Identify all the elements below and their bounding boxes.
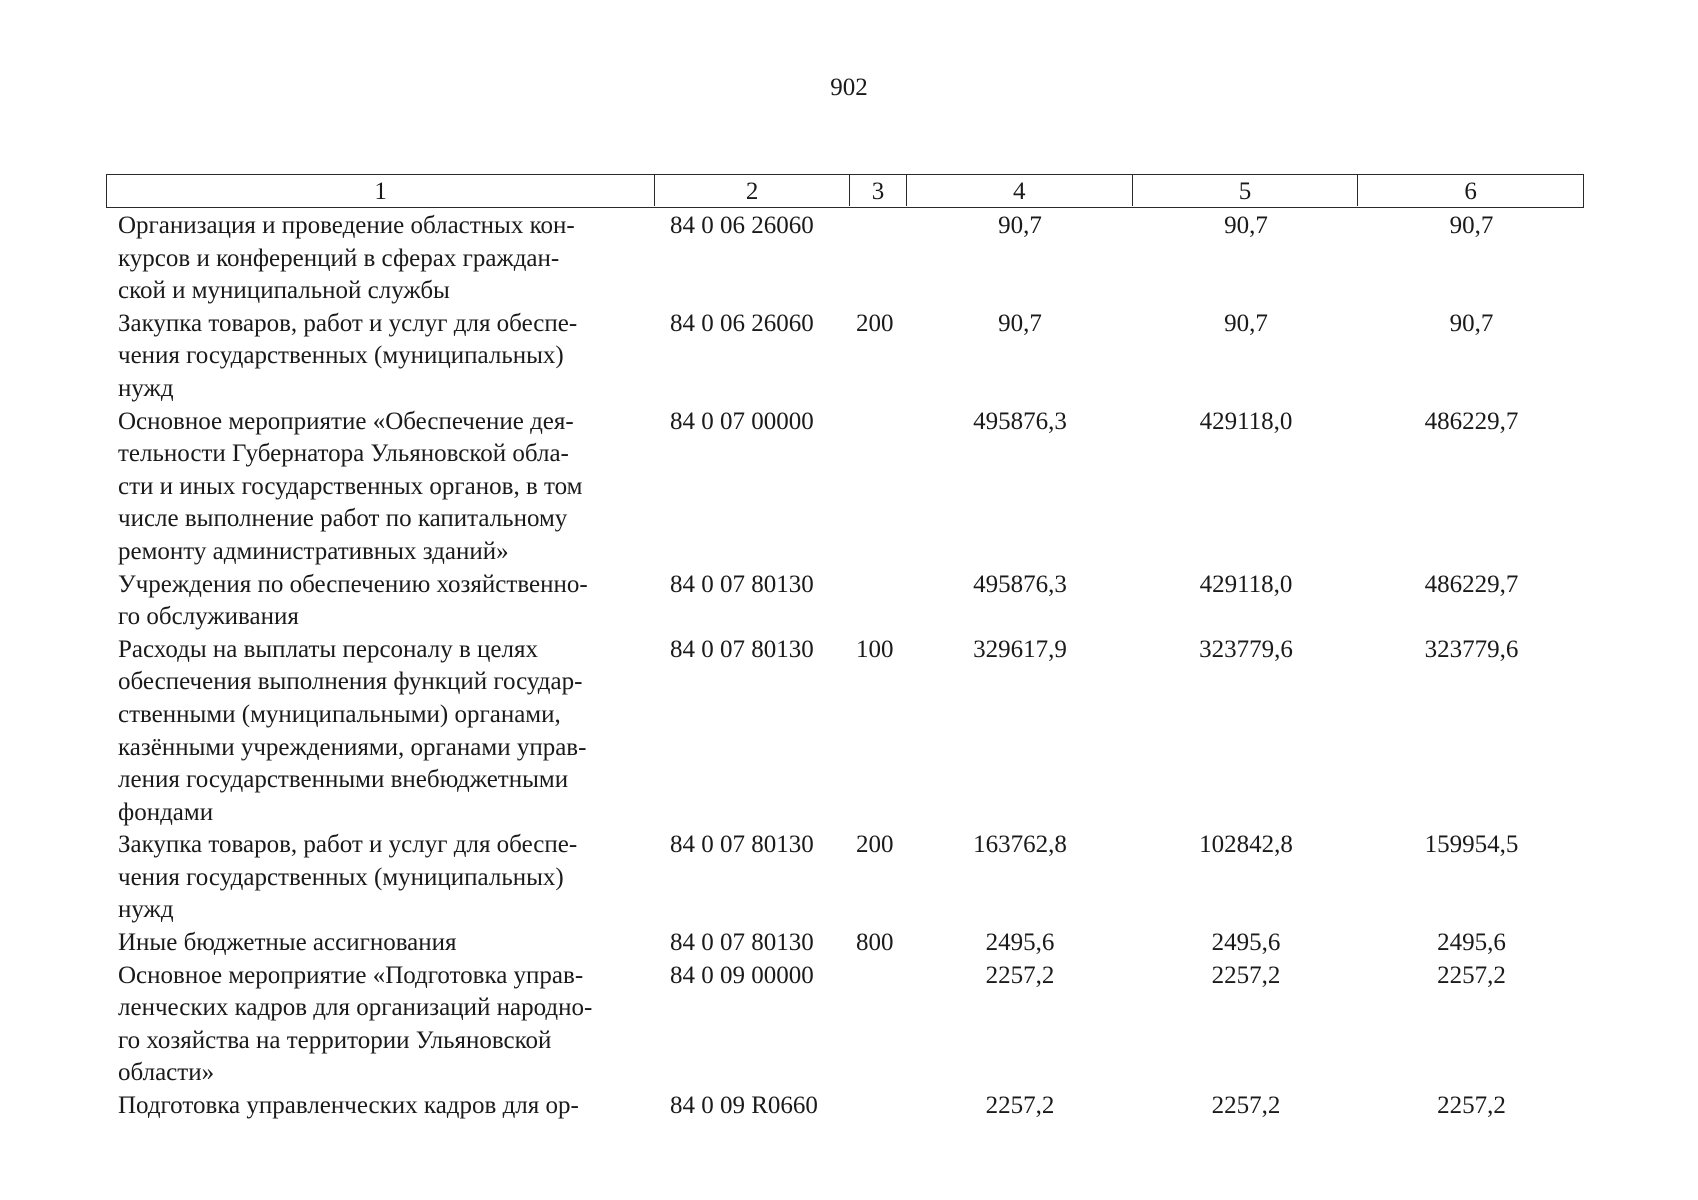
- row-value-col6: 2257,2: [1437, 1092, 1506, 1120]
- column-header-3: 3: [850, 175, 907, 206]
- row-expense-type: 200: [856, 831, 894, 859]
- row-name: [106, 569, 655, 634]
- row-code: 84 0 07 80130: [670, 831, 814, 859]
- table-row: [106, 569, 1584, 634]
- row-name-line: числе выполнение работ по капитальному: [118, 505, 568, 533]
- row-name: [106, 1090, 655, 1123]
- row-value-col4: 495876,3: [973, 570, 1067, 598]
- column-header-5: 5: [1133, 175, 1359, 206]
- row-value-col6: 90,7: [1449, 309, 1494, 337]
- row-name-line: ственными (муниципальными) органами,: [118, 700, 561, 728]
- row-name-line: Основное мероприятие «Подготовка управ-: [118, 961, 584, 989]
- table-row: [106, 406, 1584, 569]
- row-value-col6: 486229,7: [1424, 570, 1519, 598]
- row-name-line: обеспечения выполнения функций государ-: [118, 668, 583, 696]
- row-value-col5: 323779,6: [1199, 635, 1293, 663]
- row-name-line: сти и иных государственных органов, в том: [118, 472, 583, 500]
- row-name-line: Организация и проведение областных кон-: [118, 212, 575, 239]
- row-code: 84 0 06 26060: [670, 309, 814, 337]
- row-expense-type: 100: [856, 635, 894, 663]
- row-value-col5: 90,7: [1224, 212, 1268, 239]
- row-expense-type: 800: [856, 929, 894, 957]
- row-code: 84 0 06 26060: [670, 212, 814, 239]
- row-name-line: чения государственных (муниципальных): [118, 863, 564, 891]
- row-value-col4: 2257,2: [985, 1092, 1055, 1120]
- row-value-col5: 2495,6: [1211, 929, 1281, 957]
- row-value-col6: 323779,6: [1424, 635, 1519, 663]
- row-value-col5: 429118,0: [1199, 570, 1293, 598]
- row-name: [106, 210, 655, 308]
- row-name-line: казёнными учреждениями, органами управ-: [118, 733, 587, 761]
- row-expense-type: 200: [856, 309, 894, 337]
- row-code: 84 0 09 00000: [670, 961, 814, 989]
- row-value-col6: 2257,2: [1437, 961, 1506, 989]
- table-row: [106, 210, 1584, 308]
- table-row: [106, 634, 1584, 830]
- row-name: [106, 634, 655, 830]
- row-value-col4: 495876,3: [973, 407, 1067, 435]
- row-name-line: го обслуживания: [118, 603, 299, 631]
- row-name-line: чения государственных (муниципальных): [118, 342, 564, 370]
- row-value-col6: 159954,5: [1424, 831, 1519, 859]
- row-value-col4: 90,7: [998, 212, 1042, 239]
- row-name: [106, 927, 655, 960]
- table-row: [106, 308, 1584, 406]
- column-header-1: 1: [107, 175, 655, 206]
- row-name-line: фондами: [118, 798, 214, 826]
- row-name-line: го хозяйства на территории Ульяновской: [118, 1026, 552, 1054]
- row-name-line: ской и муниципальной службы: [118, 277, 450, 305]
- table-body: [106, 210, 1584, 1123]
- row-code: 84 0 07 00000: [670, 407, 814, 435]
- row-name-line: тельности Губернатора Ульяновской обла-: [118, 440, 569, 468]
- row-name: [106, 960, 655, 1090]
- row-name-line: ремонту административных зданий»: [118, 537, 509, 565]
- row-value-col4: 163762,8: [973, 831, 1067, 859]
- row-name-line: Закупка товаров, работ и услуг для обеспе-: [118, 309, 578, 337]
- row-name-line: Расходы на выплаты персоналу в целях: [118, 635, 538, 663]
- row-value-col5: 102842,8: [1199, 831, 1293, 859]
- row-code: 84 0 09 R0660: [670, 1092, 818, 1120]
- row-name-line: нужд: [118, 374, 174, 402]
- table-row: [106, 1090, 1584, 1123]
- row-value-col6: 2495,6: [1437, 929, 1506, 957]
- row-value-col4: 329617,9: [973, 635, 1067, 663]
- row-name-line: Учреждения по обеспечению хозяйственно-: [118, 570, 588, 598]
- row-name-line: Закупка товаров, работ и услуг для обеспе-: [118, 831, 578, 859]
- row-name: [106, 829, 655, 927]
- row-code: 84 0 07 80130: [670, 570, 814, 598]
- table-row: [106, 960, 1584, 1090]
- row-name-line: Иные бюджетные ассигнования: [118, 929, 457, 957]
- row-name-line: Основное мероприятие «Обеспечение дея-: [118, 407, 574, 435]
- page-number: 902: [830, 74, 868, 101]
- row-value-col5: 2257,2: [1211, 1092, 1281, 1120]
- row-code: 84 0 07 80130: [670, 929, 814, 957]
- row-name-line: курсов и конференций в сферах граждан-: [118, 244, 560, 272]
- row-name: [106, 308, 655, 406]
- row-name-line: ленческих кадров для организаций народно-: [118, 994, 593, 1022]
- row-value-col6: 90,7: [1449, 212, 1494, 239]
- row-value-col5: 90,7: [1224, 309, 1268, 337]
- table-header: [106, 174, 1584, 208]
- row-value-col5: 429118,0: [1199, 407, 1293, 435]
- row-value-col4: 2257,2: [985, 961, 1055, 989]
- row-value-col4: 2495,6: [985, 929, 1055, 957]
- row-name-line: области»: [118, 1059, 215, 1087]
- row-code: 84 0 07 80130: [670, 635, 814, 663]
- row-name-line: ления государственными внебюджетными: [118, 766, 569, 794]
- table-row: [106, 927, 1584, 960]
- column-header-6: 6: [1464, 178, 1477, 205]
- row-value-col5: 2257,2: [1211, 961, 1281, 989]
- row-value-col6: 486229,7: [1424, 407, 1519, 435]
- column-header-2: 2: [655, 175, 850, 206]
- row-name-line: нужд: [118, 896, 174, 924]
- row-name-line: Подготовка управленческих кадров для ор-: [118, 1092, 579, 1120]
- table-row: [106, 829, 1584, 927]
- column-header-4: 4: [907, 175, 1133, 206]
- row-value-col4: 90,7: [998, 309, 1042, 337]
- row-name: [106, 406, 655, 569]
